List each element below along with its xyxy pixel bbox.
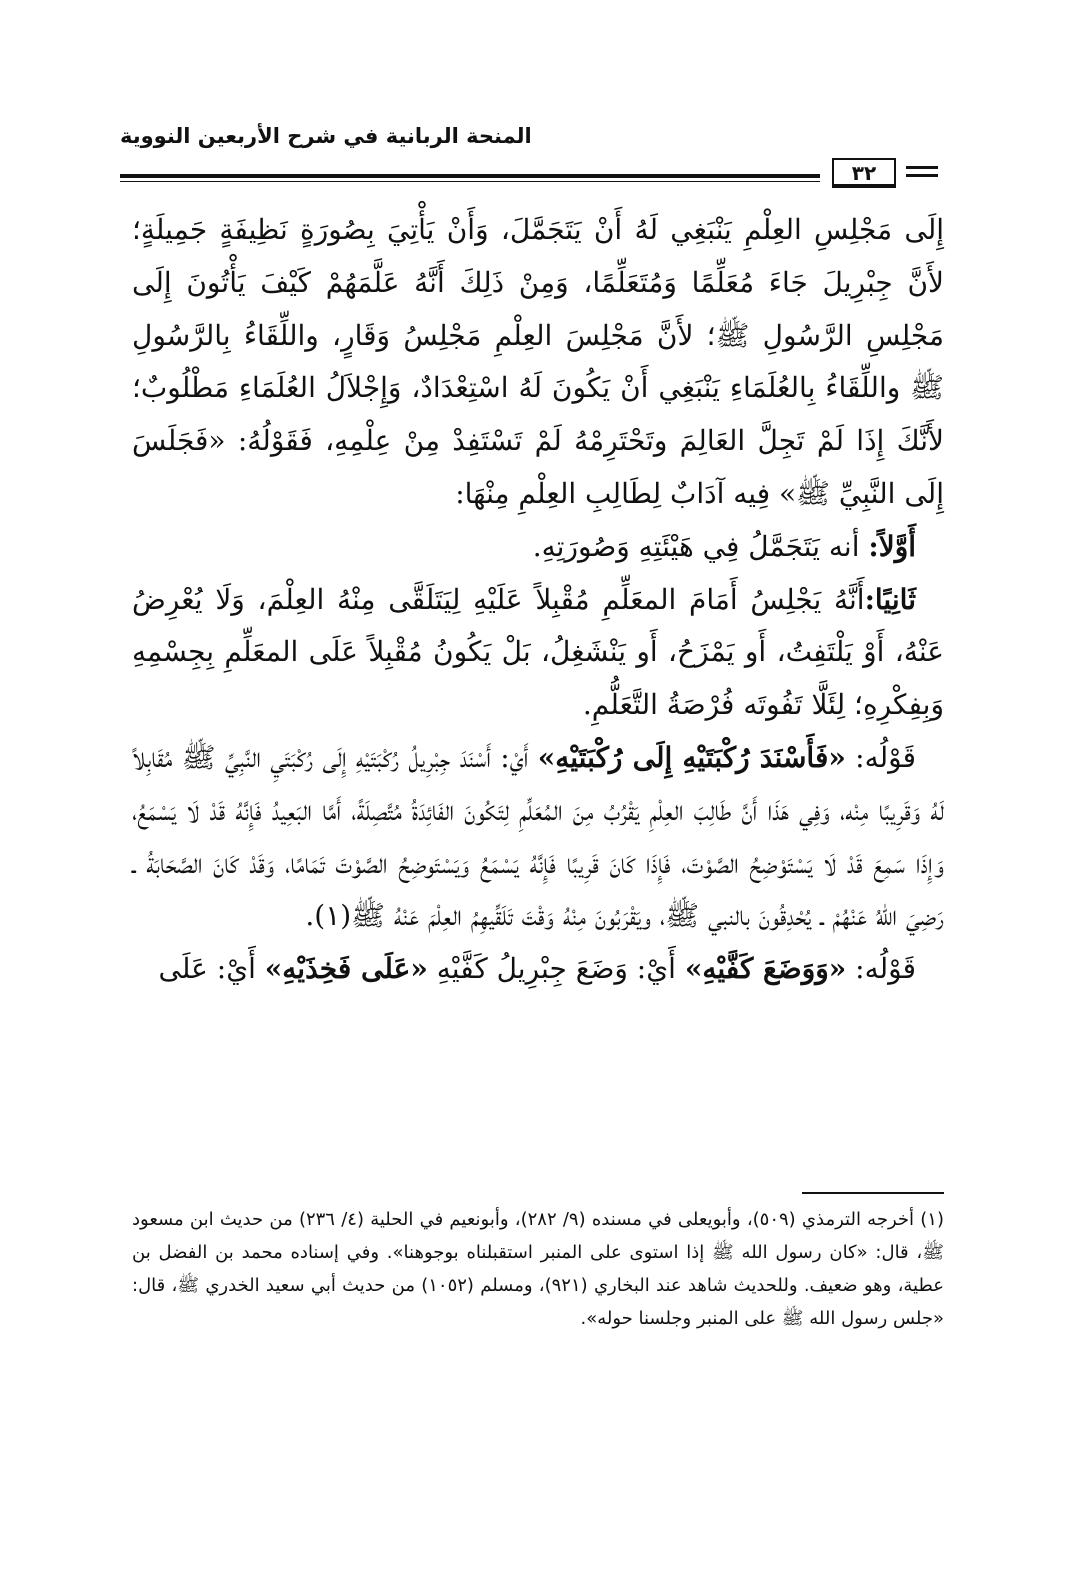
page-number: ٣٢ <box>832 158 896 188</box>
page-number-rule <box>906 166 938 169</box>
quote-lead: قَوْلُه: <box>845 740 916 774</box>
hadith-quote: «فَأَسْنَدَ رُكْبَتَيْهِ إِلَى رُكْبَتَيْهِ» <box>537 740 846 774</box>
main-text <box>132 204 944 996</box>
footnote <box>132 1203 944 1335</box>
page-number-rule <box>906 174 938 177</box>
footnote-separator <box>802 1192 944 1194</box>
point-label: ثَانِيًا: <box>864 582 916 616</box>
hadith-quote: «وَوَضَعَ كَفَّيْهِ» <box>684 952 847 986</box>
point-text: أَنَّهُ يَجْلِسُ أَمَامَ المعَلِّمِ مُقْبِلاً عَلَيْهِ لِيَتَلَقَّى مِنْهُ العِلْمَ، وَلَا يُعْرِضُ عَنْهُ، أَوْ يَلْتَفِتُ، أَو يَمْزَحُ، أَو يَنْشَغِلُ، بَلْ يَكُونُ مُقْبِلاً عَلَى المعَلِّمِ بِجِسْمِهِ وَبِفِكْرِهِ؛ لِئَلَّا تَفُوتَه فُرْصَةُ التَّعَلُّمِ. <box>132 582 944 722</box>
point-first <box>132 521 944 574</box>
point-label: أَوَّلاً: <box>868 529 916 563</box>
paragraph-knees <box>132 732 944 943</box>
header-rule <box>120 174 820 178</box>
commentary-text: أَيْ: وَضَعَ جِبْرِيلُ كَفَّيْهِ <box>427 952 685 986</box>
point-second <box>132 574 944 732</box>
paragraph: إِلَى مَجْلِسِ العِلْمِ يَنْبَغِي لَهُ أَنْ يَتَجَمَّلَ، وَأَنْ يَأْتِيَ بِصُورَةٍ نَظِيفَةٍ جَمِيلَةٍ؛ لأَنَّ جِبْرِيلَ جَاءَ مُعَلِّمًا وَمُتَعَلِّمًا، وَمِنْ ذَلِكَ أَنَّهُ عَلَّمَهُمْ كَيْفَ يَأْتُونَ إِلَى مَجْلِسِ الرَّسُولِ ﷺ؛ لأَنَّ مَجْلِسَ العِلْمِ مَجْلِسُ وَقَارٍ، واللِّقَاءُ بِالرَّسُولِ ﷺ واللِّقَاءُ بِالعُلَمَاءِ يَنْبَغِي أَنْ يَكُونَ لَهُ اسْتِعْدَادٌ، وَإِجْلاَلُ العُلَمَاءِ مَطْلُوبٌ؛ لأَنَّكَ إِذَا لَمْ تَجِلَّ العَالِمَ وتَحْتَرِمْهُ لَمْ تَسْتَفِدْ مِنْ عِلْمِهِ، فَقَوْلُهُ: «فَجَلَسَ إِلَى النَّبِيِّ ﷺ» فِيه آدَابٌ لِطَالِبِ العِلْمِ مِنْهَا: <box>132 213 944 510</box>
commentary-text: أَيْ: أَسْنَدَ جِبْرِيلُ رُكْبَتَيْهِ إِلَى رُكْبَتَيِ النَّبِيِّ ﷺ مُقَابِلاً لَهُ وَقَرِيبًا مِنْه، وَفِي هَذَا أَنَّ طَالِبَ العِلْمِ يَقْرُبُ مِنَ المُعَلِّمِ لِتَكُونَ الفَائِدَةُ مُتَّصِلَةً، أَمَّا البَعِيدُ فَإِنَّهُ قَدْ لَا يَسْمَعُ، وَإِذَا سَمِعَ قَدْ لَا يَسْتَوْضِحُ الصَّوْتَ، فَإِذَا كَانَ قَرِيبًا فَإِنَّهُ يَسْمَعُ وَيَسْتَوضِحُ الصَّوْتَ تَمَامًا، وَقَدْ كَانَ الصَّحَابَةُ ـ رَضِيَ اللهُ عَنْهُمْ ـ يُحْدِقُونَ بالنبي ﷺ، ويَقْرَبُونَ مِنْهُ وَقْتَ تَلَقِّيهِمُ العِلْمَ عَنْهُ ﷺ(١). <box>132 740 944 933</box>
paragraph-palms <box>132 943 944 996</box>
hadith-quote: «عَلَى فَخِذَيْهِ» <box>264 952 428 986</box>
footnote-text: (١) أخرجه الترمذي (٥٠٩)، وأبويعلى في مسنده (٩/ ٢٨٢)، وأبونعيم في الحلية (٤/ ٢٣٦) من حديث ابن مسعود ﷺ، قال: «كان رسول الله ﷺ إذا استوى على المنبر استقبلناه بوجوهنا». وفي إسناده محمد بن الفضل بن عطية، وهو ضعيف. وللحديث شاهد عند البخاري (٩٢١)، ومسلم (١٠٥٢) من حديث أبي سعيد الخدري ﷺ، قال: «جلس رسول الله ﷺ على المنبر وجلسنا حوله». <box>132 1209 944 1329</box>
running-header-title: المنحة الربانية في شرح الأربعين النووية <box>120 124 532 148</box>
header-rule-thin <box>120 181 820 182</box>
quote-lead: قَوْلُه: <box>846 952 916 986</box>
point-text: أنه يَتَجَمَّلُ فِي هَيْئَتِهِ وَصُورَتِهِ. <box>532 529 869 563</box>
commentary-text: أَيْ: عَلَى <box>158 952 265 986</box>
